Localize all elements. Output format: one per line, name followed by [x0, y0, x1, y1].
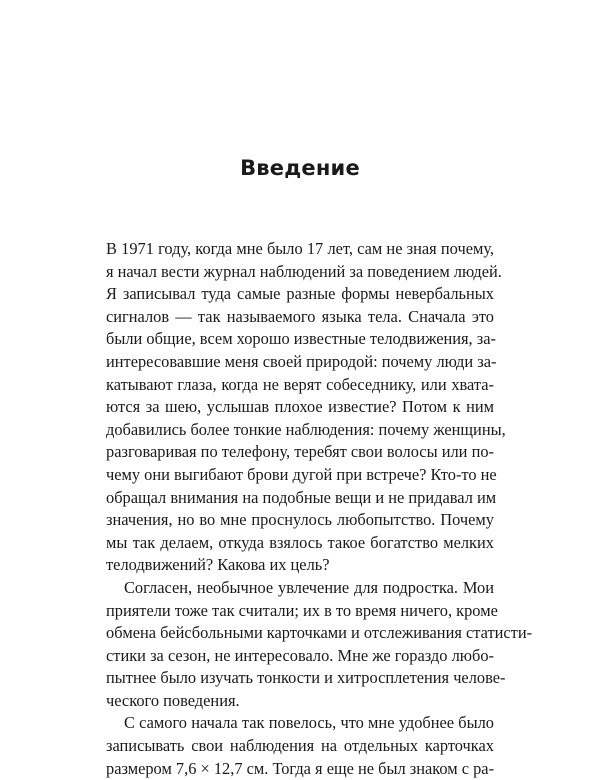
body-text	[106, 238, 533, 780]
text-line: добавились более тонкие наблюдения: почему женщины,	[106, 419, 506, 439]
text-line: пытнее было изучать тонкости и хитросплетения челове-	[106, 668, 506, 688]
text-line: интересовавшие меня своей природой: почему люди за-	[106, 351, 497, 371]
text-line: С самого начала так повелось, что мне удобнее было	[124, 713, 494, 733]
text-line: стики за сезон, не интересовало. Мне же гораздо любо-	[106, 645, 494, 665]
text-line: разговаривая по телефону, теребят свои волосы или по-	[106, 442, 494, 462]
text-line: обращал внимания на подобные вещи и не придавал им	[106, 487, 497, 507]
text-line: телодвижений? Какова их цель?	[106, 555, 330, 575]
text-line: записывать свои наблюдения на отдельных карточках	[106, 736, 494, 756]
text-line: Согласен, необычное увлечение для подростка. Мои	[124, 577, 494, 597]
text-line: Я записывал туда самые разные формы невербальных	[106, 284, 494, 304]
text-line: значения, но во мне проснулось любопытство. Почему	[106, 510, 494, 530]
text-line: ческого поведения.	[106, 690, 240, 710]
text-line: чему они выгибают брови дугой при встрече? Кто-то не	[106, 464, 497, 484]
text-line: сигналов — так называемого языка тела. Сначала это	[106, 306, 494, 326]
text-line: ются за шею, услышав плохое известие? Потом к ним	[106, 397, 494, 417]
text-line: обмена бейсбольными карточками и отслеживания статисти-	[106, 623, 533, 643]
chapter-title: Введение	[240, 156, 360, 180]
text-line: катывают глаза, когда не верят собеседнику, или хвата-	[106, 374, 494, 394]
text-line: мы так делаем, откуда взялось такое богатство мелких	[106, 532, 494, 552]
text-line: были общие, всем хорошо известные телодвижения, за-	[106, 329, 496, 349]
text-line: приятели тоже так считали; их в то время ничего, кроме	[106, 600, 498, 620]
text-line: я начал вести журнал наблюдений за поведением людей.	[106, 261, 502, 281]
text-line: размером 7,6 × 12,7 см. Тогда я еще не был знаком с ра-	[106, 758, 495, 778]
text-line: В 1971 году, когда мне было 17 лет, сам не зная почему,	[106, 239, 494, 258]
